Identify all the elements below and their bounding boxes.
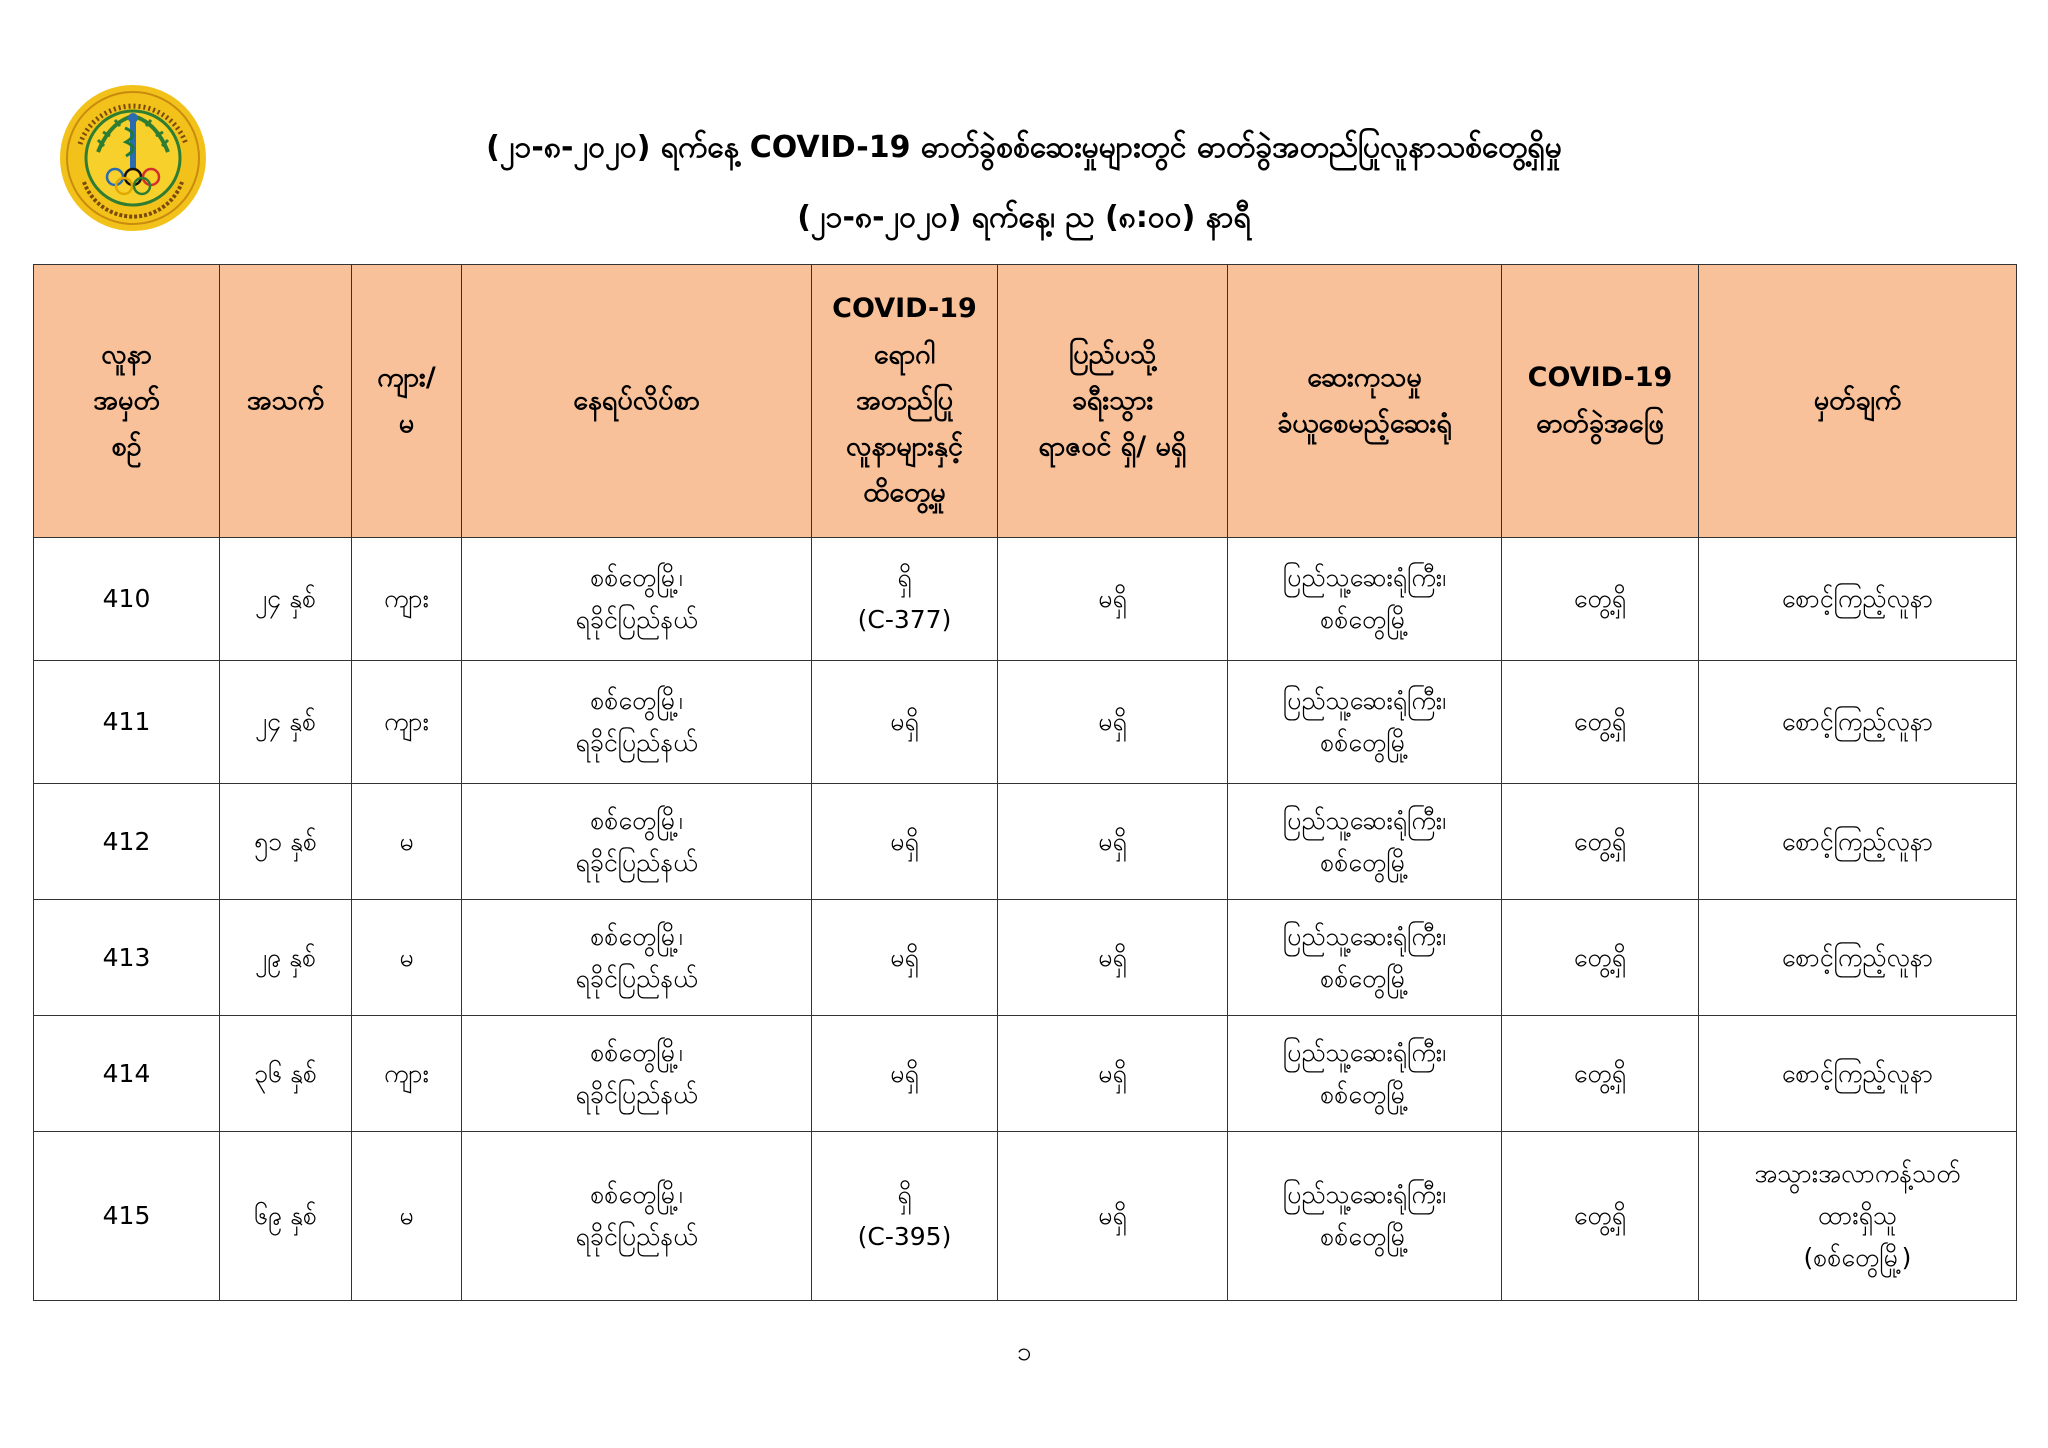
cell-hospital: ပြည်သူ့ဆေးရုံကြီး၊ စစ်တွေမြို့ xyxy=(1228,538,1502,661)
cell-address: စစ်တွေမြို့၊ ရခိုင်ပြည်နယ် xyxy=(462,661,812,784)
header-contact: COVID-19 ရောဂါ အတည်ပြု လူနာများနှင့် ထိတွေ့မှု xyxy=(812,265,998,538)
table-row xyxy=(34,784,2017,900)
cell-hospital: ပြည်သူ့ဆေးရုံကြီး၊ စစ်တွေမြို့ xyxy=(1228,1016,1502,1132)
header-address: နေရပ်လိပ်စာ xyxy=(462,265,812,538)
table-row xyxy=(34,1016,2017,1132)
cell-remark: စောင့်ကြည့်လူနာ xyxy=(1699,538,2017,661)
page-number: ၁ xyxy=(1016,1337,1032,1367)
cell-contact: ရှိ (C-395) xyxy=(812,1132,998,1301)
cell-patient-no: 411 xyxy=(34,661,220,784)
cell-contact: မရှိ xyxy=(812,1016,998,1132)
cell-travel: မရှိ xyxy=(998,784,1228,900)
cell-result: တွေ့ရှိ xyxy=(1502,784,1699,900)
cell-address: စစ်တွေမြို့၊ ရခိုင်ပြည်နယ် xyxy=(462,900,812,1016)
cell-sex: ကျား xyxy=(352,1016,462,1132)
cell-age: ၃၆ နှစ် xyxy=(220,1016,352,1132)
cell-patient-no: 414 xyxy=(34,1016,220,1132)
cell-patient-no: 413 xyxy=(34,900,220,1016)
cell-hospital: ပြည်သူ့ဆေးရုံကြီး၊ စစ်တွေမြို့ xyxy=(1228,784,1502,900)
cell-contact: မရှိ xyxy=(812,661,998,784)
cell-result: တွေ့ရှိ xyxy=(1502,661,1699,784)
cell-remark: စောင့်ကြည့်လူနာ xyxy=(1699,900,2017,1016)
cell-address: စစ်တွေမြို့၊ ရခိုင်ပြည်နယ် xyxy=(462,1016,812,1132)
cell-patient-no: 410 xyxy=(34,538,220,661)
table-row xyxy=(34,900,2017,1016)
cell-sex: ကျား xyxy=(352,661,462,784)
cases-table xyxy=(33,264,2017,1301)
cell-sex: မ xyxy=(352,784,462,900)
cell-travel: မရှိ xyxy=(998,661,1228,784)
cell-address: စစ်တွေမြို့၊ ရခိုင်ပြည်နယ် xyxy=(462,1132,812,1301)
cell-travel: မရှိ xyxy=(998,1016,1228,1132)
cell-travel: မရှိ xyxy=(998,538,1228,661)
cell-result: တွေ့ရှိ xyxy=(1502,538,1699,661)
header-sex: ကျား/ မ xyxy=(352,265,462,538)
cell-contact: ရှိ (C-377) xyxy=(812,538,998,661)
table-row xyxy=(34,661,2017,784)
header-hospital: ဆေးကုသမှု ခံယူစေမည့်ဆေးရုံ xyxy=(1228,265,1502,538)
cell-result: တွေ့ရှိ xyxy=(1502,900,1699,1016)
table-header-row xyxy=(34,265,2017,538)
cell-remark: စောင့်ကြည့်လူနာ xyxy=(1699,784,2017,900)
cell-hospital: ပြည်သူ့ဆေးရုံကြီး၊ စစ်တွေမြို့ xyxy=(1228,661,1502,784)
cell-age: ၂၉ နှစ် xyxy=(220,900,352,1016)
cell-contact: မရှိ xyxy=(812,784,998,900)
cell-sex: ကျား xyxy=(352,538,462,661)
page-subtitle: (၂၁-၈-၂၀၂၀) ရက်နေ့၊ ည (၈:၀၀) နာရီ xyxy=(797,200,1251,235)
table-row xyxy=(34,1132,2017,1301)
cell-patient-no: 415 xyxy=(34,1132,220,1301)
header-travel: ပြည်ပသို့ ခရီးသွား ရာဇဝင် ရှိ/ မရှိ xyxy=(998,265,1228,538)
header-age: အသက် xyxy=(220,265,352,538)
cell-contact: မရှိ xyxy=(812,900,998,1016)
cell-remark: အသွားအလာကန့်သတ် ထားရှိသူ (စစ်တွေမြို့) xyxy=(1699,1132,2017,1301)
cell-remark: စောင့်ကြည့်လူနာ xyxy=(1699,661,2017,784)
cell-address: စစ်တွေမြို့၊ ရခိုင်ပြည်နယ် xyxy=(462,538,812,661)
cell-sex: မ xyxy=(352,900,462,1016)
cell-result: တွေ့ရှိ xyxy=(1502,1132,1699,1301)
header-result: COVID-19 ဓာတ်ခွဲအဖြေ xyxy=(1502,265,1699,538)
cell-result: တွေ့ရှိ xyxy=(1502,1016,1699,1132)
cell-address: စစ်တွေမြို့၊ ရခိုင်ပြည်နယ် xyxy=(462,784,812,900)
cell-age: ၂၄ နှစ် xyxy=(220,538,352,661)
cell-travel: မရှိ xyxy=(998,900,1228,1016)
cell-age: ၂၄ နှစ် xyxy=(220,661,352,784)
cell-hospital: ပြည်သူ့ဆေးရုံကြီး၊ စစ်တွေမြို့ xyxy=(1228,1132,1502,1301)
cell-hospital: ပြည်သူ့ဆေးရုံကြီး၊ စစ်တွေမြို့ xyxy=(1228,900,1502,1016)
page-title: (၂၁-၈-၂၀၂၀) ရက်နေ့ COVID-19 ဓာတ်ခွဲစစ်ဆေးမှုများတွင် ဓာတ်ခွဲအတည်ပြုလူနာသစ်တွေ့ရှိမှု xyxy=(486,130,1562,165)
cell-remark: စောင့်ကြည့်လူနာ xyxy=(1699,1016,2017,1132)
header-remark: မှတ်ချက် xyxy=(1699,265,2017,538)
cell-travel: မရှိ xyxy=(998,1132,1228,1301)
cell-sex: မ xyxy=(352,1132,462,1301)
table-row xyxy=(34,538,2017,661)
header-patient-no: လူနာ အမှတ် စဉ် xyxy=(34,265,220,538)
cell-age: ၆၉ နှစ် xyxy=(220,1132,352,1301)
cell-patient-no: 412 xyxy=(34,784,220,900)
cell-age: ၅၁ နှစ် xyxy=(220,784,352,900)
